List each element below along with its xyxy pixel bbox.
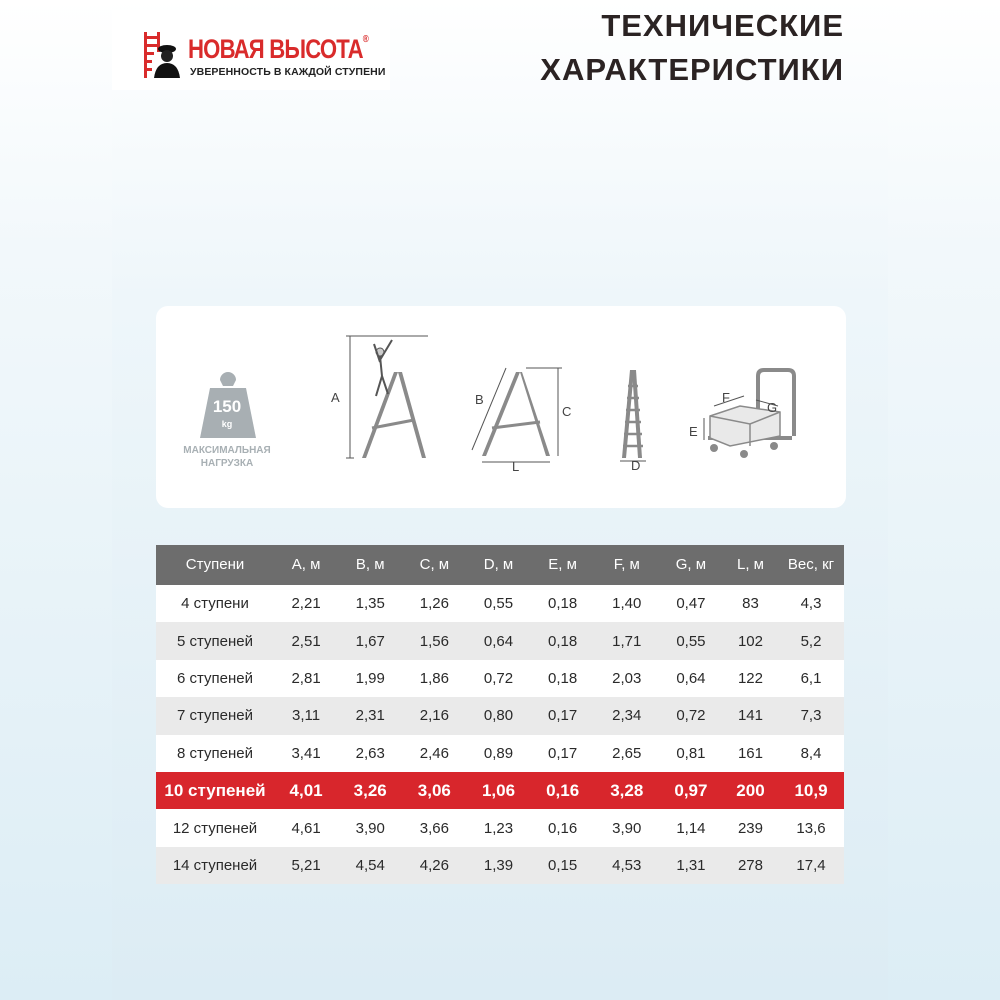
table-cell: 7 ступеней <box>156 697 274 734</box>
page-title <box>424 4 844 92</box>
table-cell: 6,1 <box>778 660 844 697</box>
table-cell: 0,72 <box>659 697 723 734</box>
header-e: E, м <box>531 545 595 585</box>
table-cell: 278 <box>723 847 778 884</box>
max-load-label: МАКСИМАЛЬНАЯ НАГРУЗКА <box>183 445 271 469</box>
table-cell: 0,16 <box>531 772 595 809</box>
brand-logo <box>112 10 390 90</box>
table-row-highlighted <box>156 772 844 809</box>
table-cell: 2,31 <box>338 697 402 734</box>
table-cell: 5 ступеней <box>156 622 274 659</box>
table-cell: 1,39 <box>466 847 530 884</box>
table-cell: 1,14 <box>659 809 723 846</box>
table-cell: 122 <box>723 660 778 697</box>
table-cell: 2,34 <box>595 697 659 734</box>
table-cell: 0,81 <box>659 735 723 772</box>
table-row <box>156 660 844 697</box>
table-cell: 4,54 <box>338 847 402 884</box>
table-cell: 3,90 <box>595 809 659 846</box>
dim-label-b: B <box>475 392 484 407</box>
dim-label-c: C <box>562 404 572 419</box>
table-cell: 4,61 <box>274 809 338 846</box>
table-cell: 2,16 <box>402 697 466 734</box>
header-g: G, м <box>659 545 723 585</box>
table-cell: 1,71 <box>595 622 659 659</box>
table-cell: 3,06 <box>402 772 466 809</box>
table-cell: 1,40 <box>595 585 659 622</box>
table-cell: 3,41 <box>274 735 338 772</box>
table-cell: 2,81 <box>274 660 338 697</box>
table-cell: 1,26 <box>402 585 466 622</box>
table-cell: 2,03 <box>595 660 659 697</box>
table-cell: 200 <box>723 772 778 809</box>
table-cell: 1,86 <box>402 660 466 697</box>
dim-label-f: F <box>722 390 730 405</box>
page-title-line1: ТЕХНИЧЕСКИЕ <box>601 8 844 43</box>
table-cell: 0,72 <box>466 660 530 697</box>
table-cell: 8,4 <box>778 735 844 772</box>
dim-label-a: A <box>331 390 340 405</box>
table-cell: 1,31 <box>659 847 723 884</box>
table-cell: 14 ступеней <box>156 847 274 884</box>
dim-label-l: L <box>512 459 520 474</box>
table-cell: 1,35 <box>338 585 402 622</box>
table-cell: 0,97 <box>659 772 723 809</box>
table-cell: 1,56 <box>402 622 466 659</box>
table-cell: 0,17 <box>531 697 595 734</box>
table-cell: 3,28 <box>595 772 659 809</box>
header-steps: Ступени <box>156 545 274 585</box>
table-cell: 83 <box>723 585 778 622</box>
table-cell: 10 ступеней <box>156 772 274 809</box>
table-cell: 3,11 <box>274 697 338 734</box>
ladder-height-diagram-icon <box>342 330 434 465</box>
header-f: F, м <box>595 545 659 585</box>
table-cell: 3,90 <box>338 809 402 846</box>
page-title-line2: ХАРАКТЕРИСТИКИ <box>540 52 844 87</box>
table-cell: 10,9 <box>778 772 844 809</box>
table-cell: 8 ступеней <box>156 735 274 772</box>
dim-label-e: E <box>689 424 698 439</box>
table-cell: 141 <box>723 697 778 734</box>
table-row <box>156 847 844 884</box>
ladder-dimensions-diagram-icon <box>462 364 570 464</box>
package-dimensions-diagram-icon <box>700 366 800 460</box>
table-cell: 1,99 <box>338 660 402 697</box>
table-row <box>156 622 844 659</box>
table-cell: 2,65 <box>595 735 659 772</box>
table-cell: 2,46 <box>402 735 466 772</box>
table-cell: 0,89 <box>466 735 530 772</box>
brand-slogan: УВЕРЕННОСТЬ В КАЖДОЙ СТУПЕНИ <box>190 66 386 78</box>
table-cell: 4,01 <box>274 772 338 809</box>
table-cell: 0,18 <box>531 585 595 622</box>
table-cell: 4,26 <box>402 847 466 884</box>
table-cell: 7,3 <box>778 697 844 734</box>
table-cell: 3,26 <box>338 772 402 809</box>
header-weight: Вес, кг <box>778 545 844 585</box>
table-cell: 3,66 <box>402 809 466 846</box>
registered-mark: ® <box>362 34 368 45</box>
header-c: C, м <box>402 545 466 585</box>
table-cell: 0,55 <box>659 622 723 659</box>
table-cell: 5,2 <box>778 622 844 659</box>
dim-label-g: G <box>767 400 778 415</box>
table-cell: 6 ступеней <box>156 660 274 697</box>
table-cell: 239 <box>723 809 778 846</box>
table-cell: 0,15 <box>531 847 595 884</box>
table-row <box>156 809 844 846</box>
brand-name: НОВАЯ ВЫСОТА® <box>188 34 368 64</box>
table-cell: 2,51 <box>274 622 338 659</box>
table-cell: 0,18 <box>531 660 595 697</box>
table-cell: 102 <box>723 622 778 659</box>
table-cell: 0,18 <box>531 622 595 659</box>
dim-label-d: D <box>631 458 641 473</box>
table-cell: 0,80 <box>466 697 530 734</box>
table-row <box>156 735 844 772</box>
header-d: D, м <box>466 545 530 585</box>
table-cell: 4 ступени <box>156 585 274 622</box>
table-cell: 5,21 <box>274 847 338 884</box>
table-cell: 0,64 <box>466 622 530 659</box>
table-cell: 1,23 <box>466 809 530 846</box>
table-cell: 161 <box>723 735 778 772</box>
header-a: A, м <box>274 545 338 585</box>
table-cell: 0,64 <box>659 660 723 697</box>
ladder-worker-logo-icon <box>142 32 182 78</box>
header-l: L, м <box>723 545 778 585</box>
table-cell: 4,3 <box>778 585 844 622</box>
table-cell: 1,06 <box>466 772 530 809</box>
table-cell: 12 ступеней <box>156 809 274 846</box>
folded-ladder-diagram-icon <box>612 366 654 462</box>
table-cell: 1,67 <box>338 622 402 659</box>
max-load-unit: kg <box>221 419 233 429</box>
table-row <box>156 585 844 622</box>
table-cell: 4,53 <box>595 847 659 884</box>
table-cell: 13,6 <box>778 809 844 846</box>
table-cell: 0,55 <box>466 585 530 622</box>
table-cell: 2,21 <box>274 585 338 622</box>
table-cell: 17,4 <box>778 847 844 884</box>
table-cell: 2,63 <box>338 735 402 772</box>
table-header-row <box>156 545 844 585</box>
table-cell: 0,16 <box>531 809 595 846</box>
table-cell: 0,17 <box>531 735 595 772</box>
specifications-table <box>156 545 844 884</box>
header-b: B, м <box>338 545 402 585</box>
table-cell: 0,47 <box>659 585 723 622</box>
table-row <box>156 697 844 734</box>
max-load-value: 150 <box>212 397 242 416</box>
